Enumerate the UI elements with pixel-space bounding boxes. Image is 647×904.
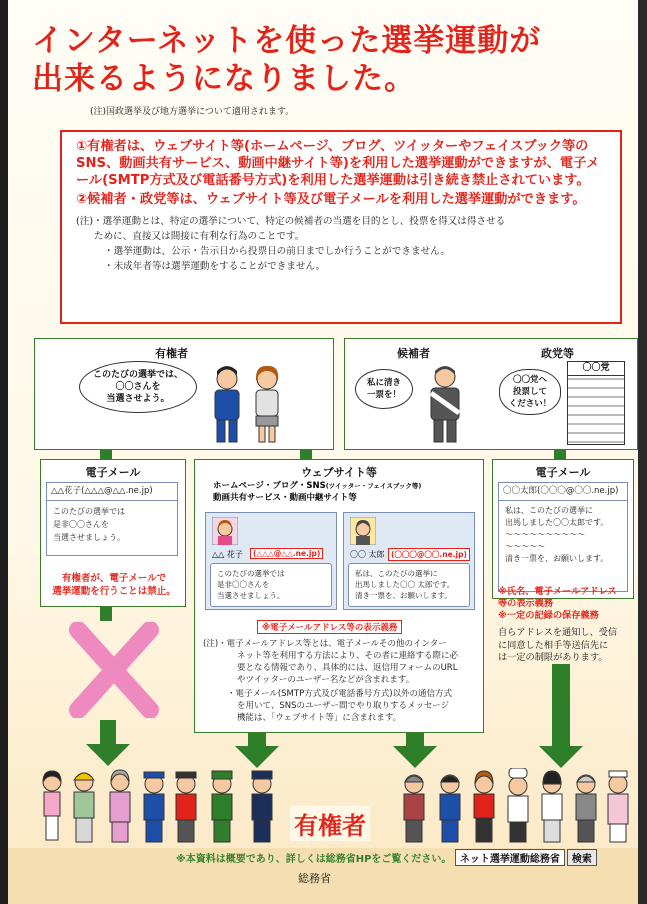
footer: [8, 848, 638, 904]
search-button[interactable]: 検索: [567, 849, 597, 866]
man-avatar-icon: [350, 517, 376, 545]
woman-avatar-icon: [212, 517, 238, 545]
rules-box: [60, 130, 622, 324]
left-border: [0, 0, 8, 904]
web-notes: (注)・電子メールアドレス等とは、電子メールその他のインター ネット等を利用する方法により、その者に連絡する際に必 要となる情報であり、具体的には、返信用フォームのURL やツイッターのユーザー名などが含まれます。 ・電子メール(SMTP方式及び電話番号方式)以外の通信方式 を用いて、SNSのユーザー間でやり取りするメッセージ 機能は、「ウェブサイト等」に含まれます。: [203, 639, 459, 723]
candidate-speech-bubble: 私に清き 一票を！: [355, 369, 413, 409]
prohibited-x-icon: [68, 622, 160, 718]
candidate-email-limit: 自らアドレスを通知し、受信 に同意した相手等送信先に は一定の制限があります。: [498, 627, 618, 663]
search-query-box[interactable]: ネット選挙運動総務省: [455, 849, 565, 866]
voter-email-warning: 有権者が、電子メールで 選挙運動を行うことは禁止。: [52, 573, 176, 597]
candidate-icon: [421, 363, 469, 447]
rule-notes: (注)・選挙運動とは、特定の選挙について、特定の候補者の当選を目的とし、投票を得又は得させる ために、直接又は間接に有利な行為のことです。 ・選挙運動は、公示・告示日から投票日の前日までしか行うことができません。 ・未成年者等は選挙運動をすることができません。: [76, 216, 506, 272]
party-building-icon: 〇〇党: [567, 361, 625, 445]
candidate-party-box: 候補者 政党等 私に清き 一票を！ 〇〇党へ 投票して ください！ 〇〇党: [344, 338, 638, 450]
page-title: インターネットを使った選挙運動が 出来るようになりました。: [32, 23, 542, 97]
voter-speech-bubble: このたびの選挙では、 〇〇さんを 当選させよう。: [79, 361, 197, 413]
title-note: (注)国政選挙及び地方選挙について適用されます。: [90, 107, 295, 117]
candidate-email-address-display: (〇〇〇@〇〇.ne.jp): [388, 548, 470, 561]
footer-note: ※本資料は概要であり、詳しくは総務省HPをご覧ください。 ネット選挙運動総務省 検索: [176, 849, 597, 866]
voter-email-address-display: (△△△@△△.ne.jp): [250, 548, 323, 559]
voter-couple-icon: [203, 363, 293, 449]
candidate-email-duties: ※氏名、電子メールアドレス 等の表示義務 ※一定の記録の保存義務: [498, 586, 617, 621]
voters-label: 有権者: [290, 806, 370, 841]
party-speech-bubble: 〇〇党へ 投票して ください！: [499, 369, 561, 415]
web-profile-candidate: 〇〇 太郎 (〇〇〇@〇〇.ne.jp) 私は、このたびの選挙に 出馬しました〇〇 太郎です。 清き一票を、お願いします。: [343, 512, 475, 610]
web-email-display-duty: ※電子メールアドレス等の表示義務: [257, 620, 402, 634]
rule-1: ①有権者は、ウェブサイト等(ホームページ、ブログ、ツイッターやフェイスブック等のSNS、動画共有サービス、動画中継サイト等)を利用した選挙運動ができますが、電子メール(SMTP方式及び電話番号方式)を利用した選挙運動は引き続き禁止されています。: [76, 139, 600, 188]
rule-2: ②候補者・政党等は、ウェブサイト等及び電子メールを利用した選挙運動ができます。: [76, 192, 586, 207]
candidate-email-mock: 〇〇太郎(〇〇〇@〇〇.ne.jp) 私は、このたびの選挙に 出馬しました〇〇太郎です。 〜〜〜〜〜〜〜〜〜〜 〜〜〜〜〜 清き一票を、お願いします。: [498, 482, 628, 592]
candidate-email-box: 電子メール 〇〇太郎(〇〇〇@〇〇.ne.jp) 私は、このたびの選挙に 出馬しました〇〇太郎です。 〜〜〜〜〜〜〜〜〜〜 〜〜〜〜〜 清き一票を、お願いします。: [492, 459, 634, 599]
voter-email-box: 電子メール △△花子(△△△@△△.ne.jp) このたびの選挙では 是非〇〇さんを 当選させましょう。 有権者が、電子メールで 選挙運動を行うことは禁止。: [40, 459, 186, 607]
voter-email-mock: △△花子(△△△@△△.ne.jp) このたびの選挙では 是非〇〇さんを 当選させましょう。: [46, 482, 178, 556]
website-box: ウェブサイト等 ホームページ・ブログ・SNS(ツイッター・フェイスブック等) 動画共有サービス・動画中継サイト等 △△ 花子 (△△△@△△.ne.jp) このたびの選挙では 是非〇〇さんを 当選させましょう。 〇〇 太郎 (〇〇〇@〇〇.ne.jp) 私は、このたびの選挙に 出馬しました〇〇 太郎です。 清き一票を、お願いします。 ※電子メールアドレス等の表示義務 (注)・電子メールアドレス等とは、電子メールその他のインター ネット等を利用する方法により、その者に連絡する際に必 要となる情報であり、具体的には、返信用フォームのURL やツイッターのユーザー名などが含まれます。 ・電子メール(SMTP方式及び電話番号方式)以外の通信方式 を用いて、SNSのユーザー間でやり取りするメッセージ 機能は、「ウェブサイト等」に含まれます。: [194, 459, 484, 733]
ministry-name: 総務省: [298, 872, 331, 885]
web-profile-voter: △△ 花子 (△△△@△△.ne.jp) このたびの選挙では 是非〇〇さんを 当選させましょう。: [205, 512, 337, 610]
poster: [8, 0, 638, 904]
voter-box: 有権者 このたびの選挙では、 〇〇さんを 当選させよう。: [34, 338, 334, 450]
